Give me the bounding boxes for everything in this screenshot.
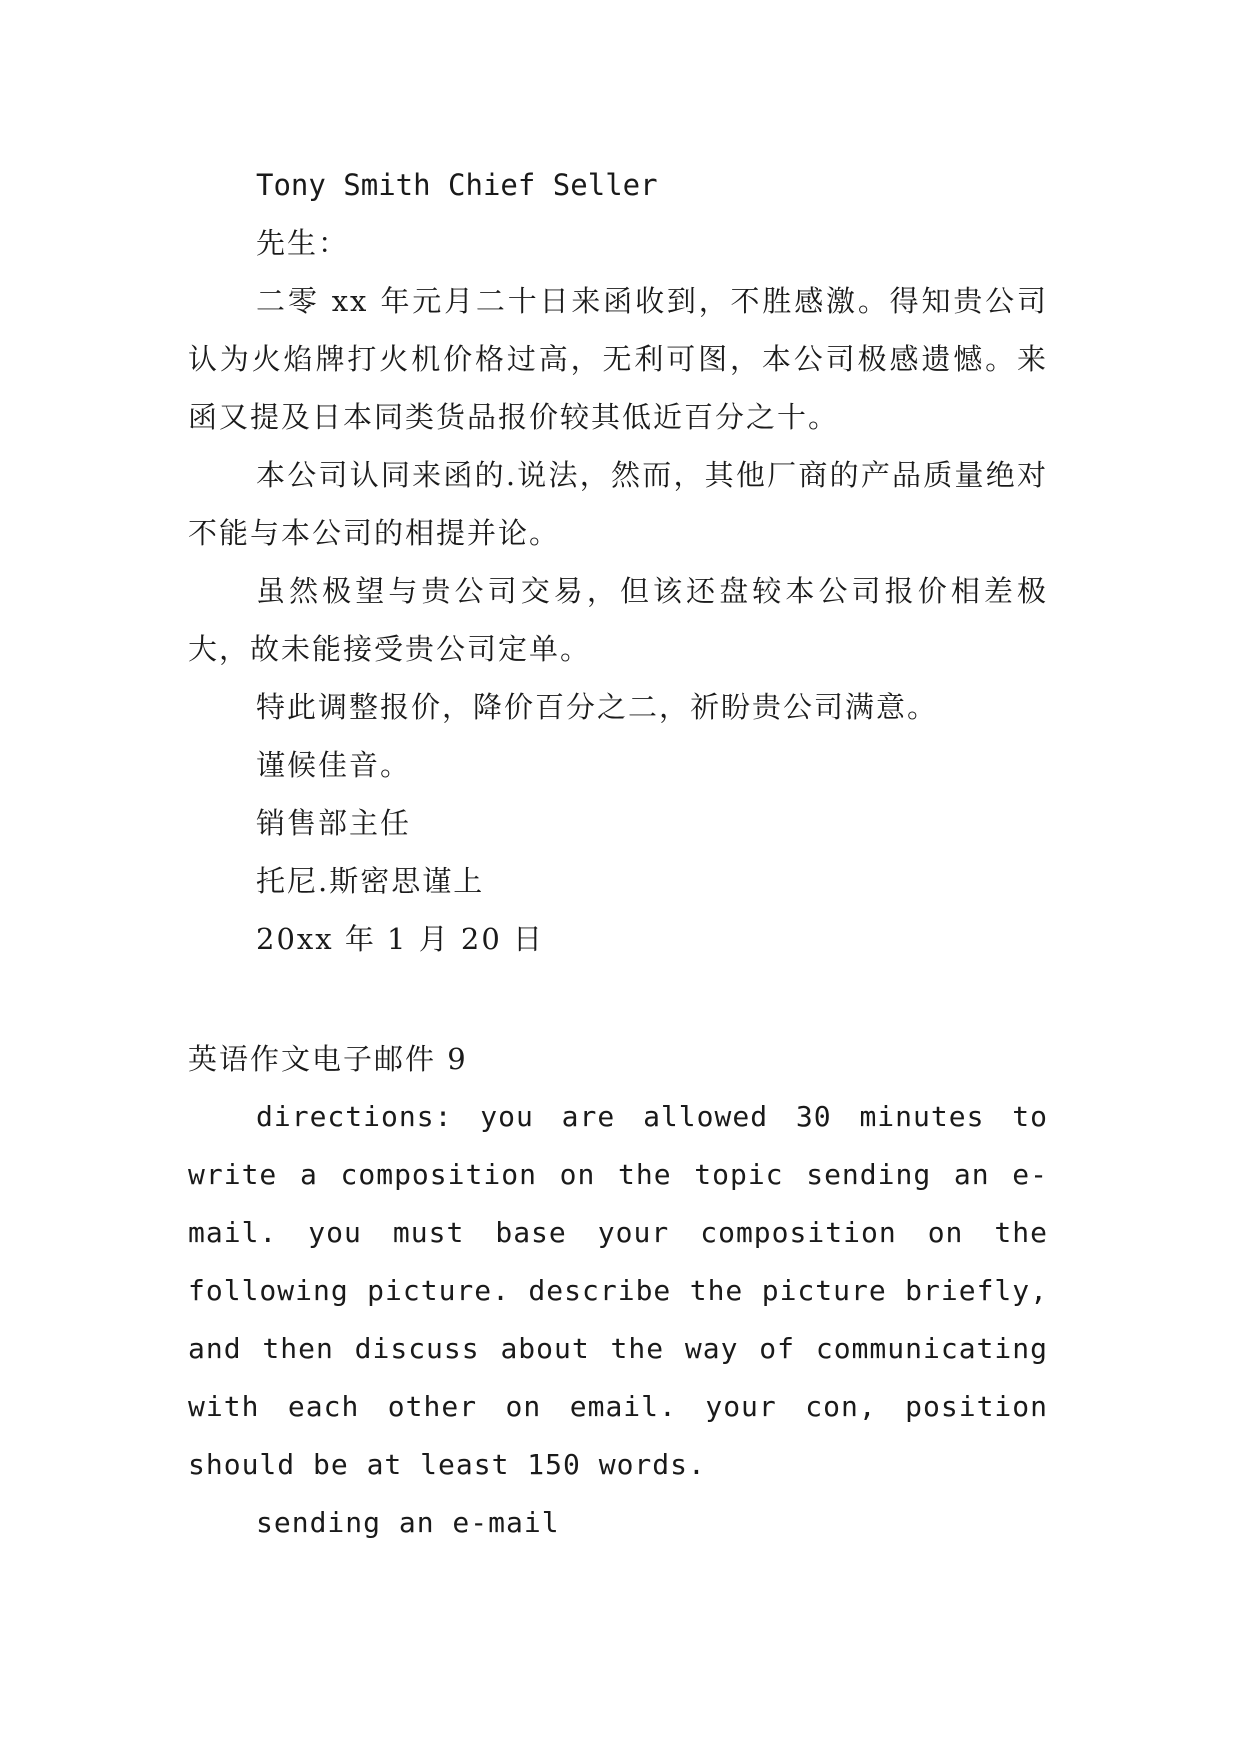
essay-heading: 英语作文电子邮件 9 bbox=[188, 1042, 468, 1076]
closing-line: 谨候佳音。 bbox=[256, 748, 412, 782]
letter-paragraph: 虽然极望与贵公司交易，但该还盘较本公司报价相差极大，故未能接受贵公司定单。 bbox=[188, 574, 1048, 666]
letter-date: 20xx 年 1 月 20 日 bbox=[256, 922, 545, 956]
letter-paragraph: 特此调整报价，降价百分之二，祈盼贵公司满意。 bbox=[256, 690, 939, 724]
salutation: 先生： bbox=[256, 226, 350, 260]
signature-name: 托尼.斯密思谨上 bbox=[256, 864, 485, 898]
letter-section bbox=[188, 156, 1048, 968]
letter-paragraph: 本公司认同来函的.说法，然而，其他厂商的产品质量绝对不能与本公司的相提并论。 bbox=[188, 458, 1048, 550]
essay-title-line: sending an e-mail bbox=[256, 1506, 560, 1539]
essay-directions: directions: you are allowed 30 minutes to write a composition on the topic sending an e-mail. you must base your composition on the following picture. describe the picture briefly, and then discuss about the way of communicating with each other on email. your con, position should be at least 150 words. bbox=[188, 1100, 1048, 1481]
essay-section bbox=[188, 1030, 1048, 1552]
addressee-line: Tony Smith Chief Seller bbox=[256, 168, 658, 202]
letter-paragraph: 二零 xx 年元月二十日来函收到，不胜感激。得知贵公司认为火焰牌打火机价格过高，无利可图，本公司极感遗憾。来函又提及日本同类货品报价较其低近百分之十。 bbox=[188, 284, 1048, 434]
signature-title: 销售部主任 bbox=[256, 806, 412, 840]
